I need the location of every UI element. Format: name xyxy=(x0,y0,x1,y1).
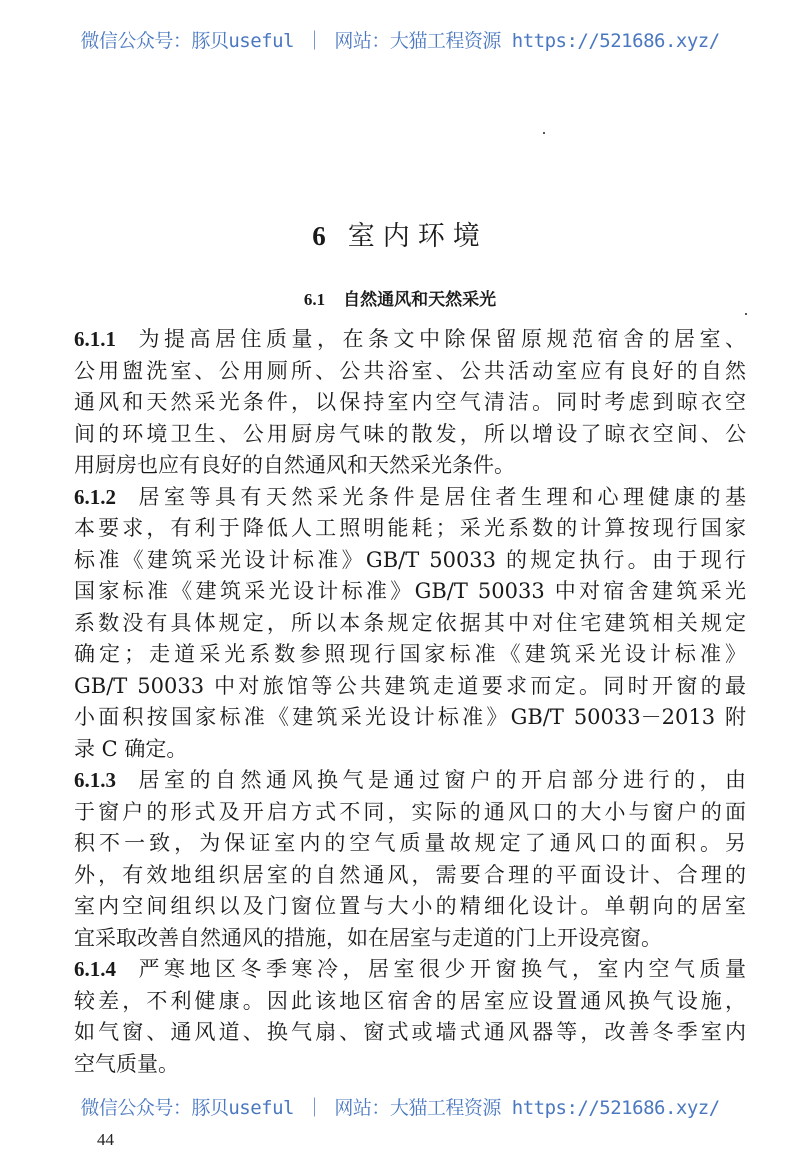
chapter-number: 6 xyxy=(312,221,334,251)
clause-text: 间的环境卫生、公用厨房气味的散发，所以增设了晾衣空间、公 xyxy=(74,421,746,446)
clause-line xyxy=(74,891,746,923)
clause-line xyxy=(74,797,746,829)
clause-line xyxy=(74,986,746,1018)
clause-text: 如气窗、通风道、换气扇、窗式或墙式通风器等，改善冬季室内 xyxy=(74,1020,746,1044)
clause-line xyxy=(74,576,746,608)
clause-text: 系数没有具体规定，所以本条规定依据其中对住宅建筑相关规定 xyxy=(74,610,746,635)
clause-text: 空气质量。 xyxy=(74,1051,179,1076)
page-number: 44 xyxy=(97,1130,114,1149)
clause-text: 小面积按国家标准《建筑采光设计标准》GB/T 50033－2013 附 xyxy=(74,705,746,729)
clause-line xyxy=(74,450,746,482)
clause-line xyxy=(74,387,746,419)
clause-first-line xyxy=(74,765,746,797)
clause-line xyxy=(74,702,746,734)
clause-first-line xyxy=(74,324,746,356)
clause-number: 6.1.1 xyxy=(74,327,116,351)
document-body xyxy=(74,324,746,1080)
scan-speck xyxy=(543,132,545,134)
clause-text: 外，有效地组织居室的自然通风，需要合理的平面设计、合理的 xyxy=(74,862,746,887)
watermark-top: 微信公众号：豚贝useful ｜ 网站：大猫工程资源 https://521686.xyz/ xyxy=(80,30,720,52)
chapter-title xyxy=(0,214,800,253)
clause-text: 较差，不利健康。因此该地区宿舍的居室应设置通风换气设施， xyxy=(74,988,746,1013)
section-number: 6.1 xyxy=(303,290,326,309)
clause-text: 居室的自然通风换气是通过窗户的开启部分进行的，由 xyxy=(134,768,746,792)
clause-text: 严寒地区冬季寒冷，居室很少开窗换气，室内空气质量 xyxy=(134,957,746,981)
clause-text: 国家标准《建筑采光设计标准》GB/T 50033 中对宿舍建筑采光 xyxy=(74,579,746,603)
clause-text: 居室等具有天然采光条件是居住者生理和心理健康的基 xyxy=(134,484,746,509)
clause-line xyxy=(74,1017,746,1049)
clause-line xyxy=(74,923,746,955)
section-title-text: 自然通风和天然采光 xyxy=(343,290,497,310)
clause-text: 确定；走道采光系数参照现行国家标准《建筑采光设计标准》 xyxy=(74,642,746,666)
scan-speck xyxy=(745,313,747,315)
clause-line xyxy=(74,356,746,388)
clause-text: 通风和天然采光条件，以保持室内空气清洁。同时考虑到晾衣空 xyxy=(74,390,746,414)
clause-text: 室内空间组织以及门窗位置与大小的精细化设计。单朝向的居室 xyxy=(74,894,746,918)
clause-first-line xyxy=(74,482,746,514)
clause-line xyxy=(74,671,746,703)
clause-line xyxy=(74,419,746,451)
clause-number: 6.1.4 xyxy=(74,957,116,981)
clause-text: 本要求，有利于降低人工照明能耗；采光系数的计算按现行国家 xyxy=(74,516,746,540)
clause-line xyxy=(74,860,746,892)
clause-line xyxy=(74,513,746,545)
clause-line xyxy=(74,828,746,860)
chapter-title-text: 室内环境 xyxy=(347,221,488,252)
clause-text: GB/T 50033 中对旅馆等公共建筑走道要求而定。同时开窗的最 xyxy=(74,673,746,698)
clause-line xyxy=(74,545,746,577)
clause-number: 6.1.2 xyxy=(74,484,116,509)
clause-text: 宜采取改善自然通风的措施，如在居室与走道的门上开设亮窗。 xyxy=(74,925,662,950)
clause-line xyxy=(74,734,746,766)
clause-text: 于窗户的形式及开启方式不同，实际的通风口的大小与窗户的面 xyxy=(74,799,746,824)
clause-line xyxy=(74,1049,746,1081)
clause-number: 6.1.3 xyxy=(74,768,116,792)
watermark-bottom: 微信公众号：豚贝useful ｜ 网站：大猫工程资源 https://521686.xyz/ xyxy=(80,1097,720,1119)
clause-text: 公用盥洗室、公用厕所、公共浴室、公共活动室应有良好的自然 xyxy=(74,358,746,383)
clause-text: 用厨房也应有良好的自然通风和天然采光条件。 xyxy=(74,453,515,477)
clause-text: 为提高居住质量，在条文中除保留原规范宿舍的居室、 xyxy=(134,327,746,351)
clause-line xyxy=(74,639,746,671)
clause-text: 积不一致，为保证室内的空气质量故规定了通风口的面积。另 xyxy=(74,831,746,855)
clause-line xyxy=(74,608,746,640)
clause-first-line xyxy=(74,954,746,986)
clause-text: 录 C 确定。 xyxy=(74,736,188,761)
section-title xyxy=(0,285,800,310)
clause-text: 标准《建筑采光设计标准》GB/T 50033 的规定执行。由于现行 xyxy=(74,547,746,572)
